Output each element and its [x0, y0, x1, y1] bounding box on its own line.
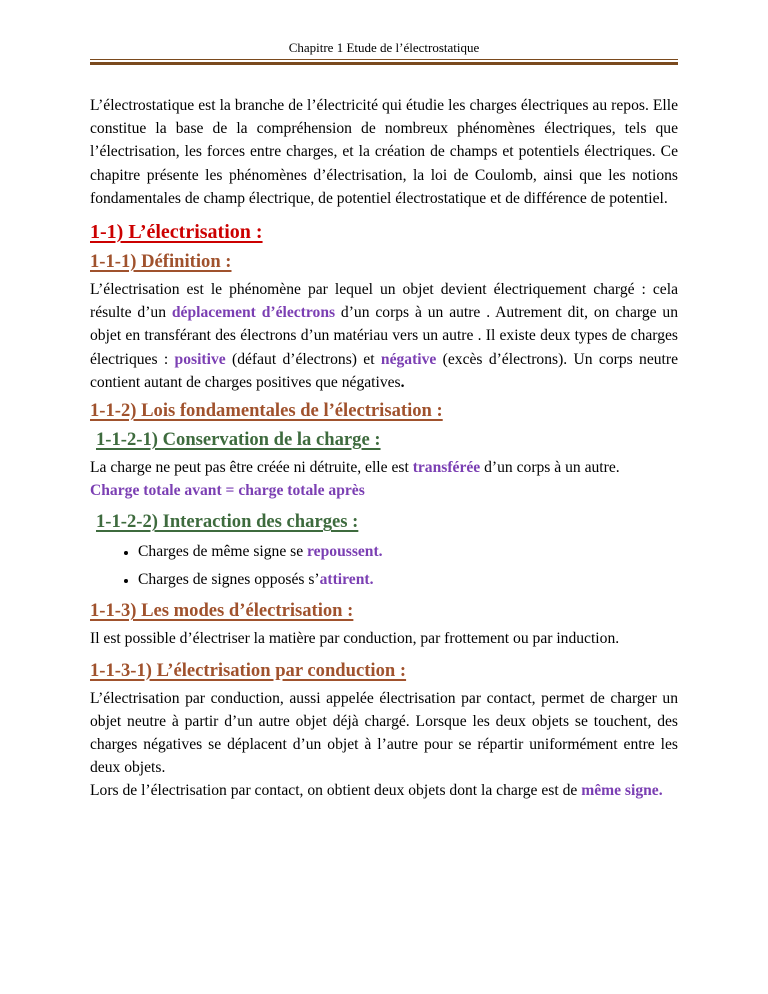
section-heading-electrisation: 1-1) L’électrisation : [90, 221, 263, 244]
subsection-heading-modes: 1-1-3) Les modes d’électrisation : [90, 600, 354, 622]
highlight-term: négative [380, 350, 437, 368]
text-run: (excès d’électrons). Un corps neutre contient autant de charges positives que négatives [90, 350, 678, 391]
highlight-term: positive [174, 350, 226, 368]
list-item [138, 538, 678, 566]
modes-paragraph: Il est possible d’électriser la matière par conduction, par frottement ou par induction. [90, 630, 620, 648]
subsection-heading-lois: 1-1-2) Lois fondamentales de l’électrisation : [90, 400, 443, 422]
text-run: La charge ne peut pas être créée ni détruite, elle est [90, 459, 413, 477]
definition-paragraph [90, 278, 678, 394]
subsubsection-heading-conduction: 1-1-3-1) L’électrisation par conduction : [90, 659, 407, 681]
highlight-term: même signe. [581, 782, 663, 800]
conduction-paragraph: L’électrisation par conduction, aussi appelée électrisation par contact, permet de charger un objet neutre à partir d’un autre objet déjà chargé. Lorsque les deux objets se touchent, des charges négatives se déplacent d’un objet à l’autre pour se répartir uniformément entre les deux objets. [90, 689, 678, 777]
highlight-term: déplacement d’électrons [171, 304, 336, 322]
subsubsection-heading-interaction: 1-1-2-2) Interaction des charges : [96, 511, 359, 533]
text-run: Charges de même signe se [138, 543, 308, 561]
text-run: Charges de signes opposés s’ [138, 571, 320, 589]
text-run: (défaut d’électrons) et [225, 350, 381, 368]
highlight-term: attirent. [319, 571, 374, 589]
header-rule-thin [90, 59, 678, 60]
text-run: Lors de l’électrisation par contact, on obtient deux objets dont la charge est de [90, 782, 582, 800]
page-header: Chapitre 1 Etude de l’électrostatique [288, 40, 480, 55]
subsubsection-heading-conservation: 1-1-2-1) Conservation de la charge : [96, 429, 381, 451]
highlight-term: transférée [412, 459, 481, 477]
subsection-heading-definition: 1-1-1) Définition : [90, 251, 232, 273]
conservation-paragraph [90, 456, 678, 479]
conduction-conclusion [90, 779, 678, 802]
document-body [90, 94, 678, 803]
conservation-formula: Charge totale avant = charge totale après [90, 482, 365, 500]
text-run: . [400, 373, 405, 391]
highlight-term: repoussent. [307, 543, 383, 561]
header-rule-thick [90, 62, 678, 65]
text-run: d’un corps à un autre . Autrement dit, on charge un objet en transférant des électrons d’un matériau vers un autre . Il existe deux types de charges électriques : [90, 304, 678, 368]
interaction-list [90, 538, 678, 594]
list-item [138, 566, 678, 594]
text-run: d’un corps à un autre. [480, 459, 620, 477]
intro-paragraph: L’électrostatique est la branche de l’électricité qui étudie les charges électriques au repos. Elle constitue la base de la compréhension de nombreux phénomènes électriques, tels que l’électrisation, les forces entre charges, et la création de champs et potentiels électriques. Ce chapitre présente les phénomènes d’électrisation, la loi de Coulomb, ainsi que les notions fondamentales de champ électrique, de potentiel électrostatique et de différence de potentiel. [90, 97, 678, 207]
text-run: L’électrisation est le phénomène par lequel un objet devient électriquement chargé : cela résulte d’un [90, 281, 678, 322]
